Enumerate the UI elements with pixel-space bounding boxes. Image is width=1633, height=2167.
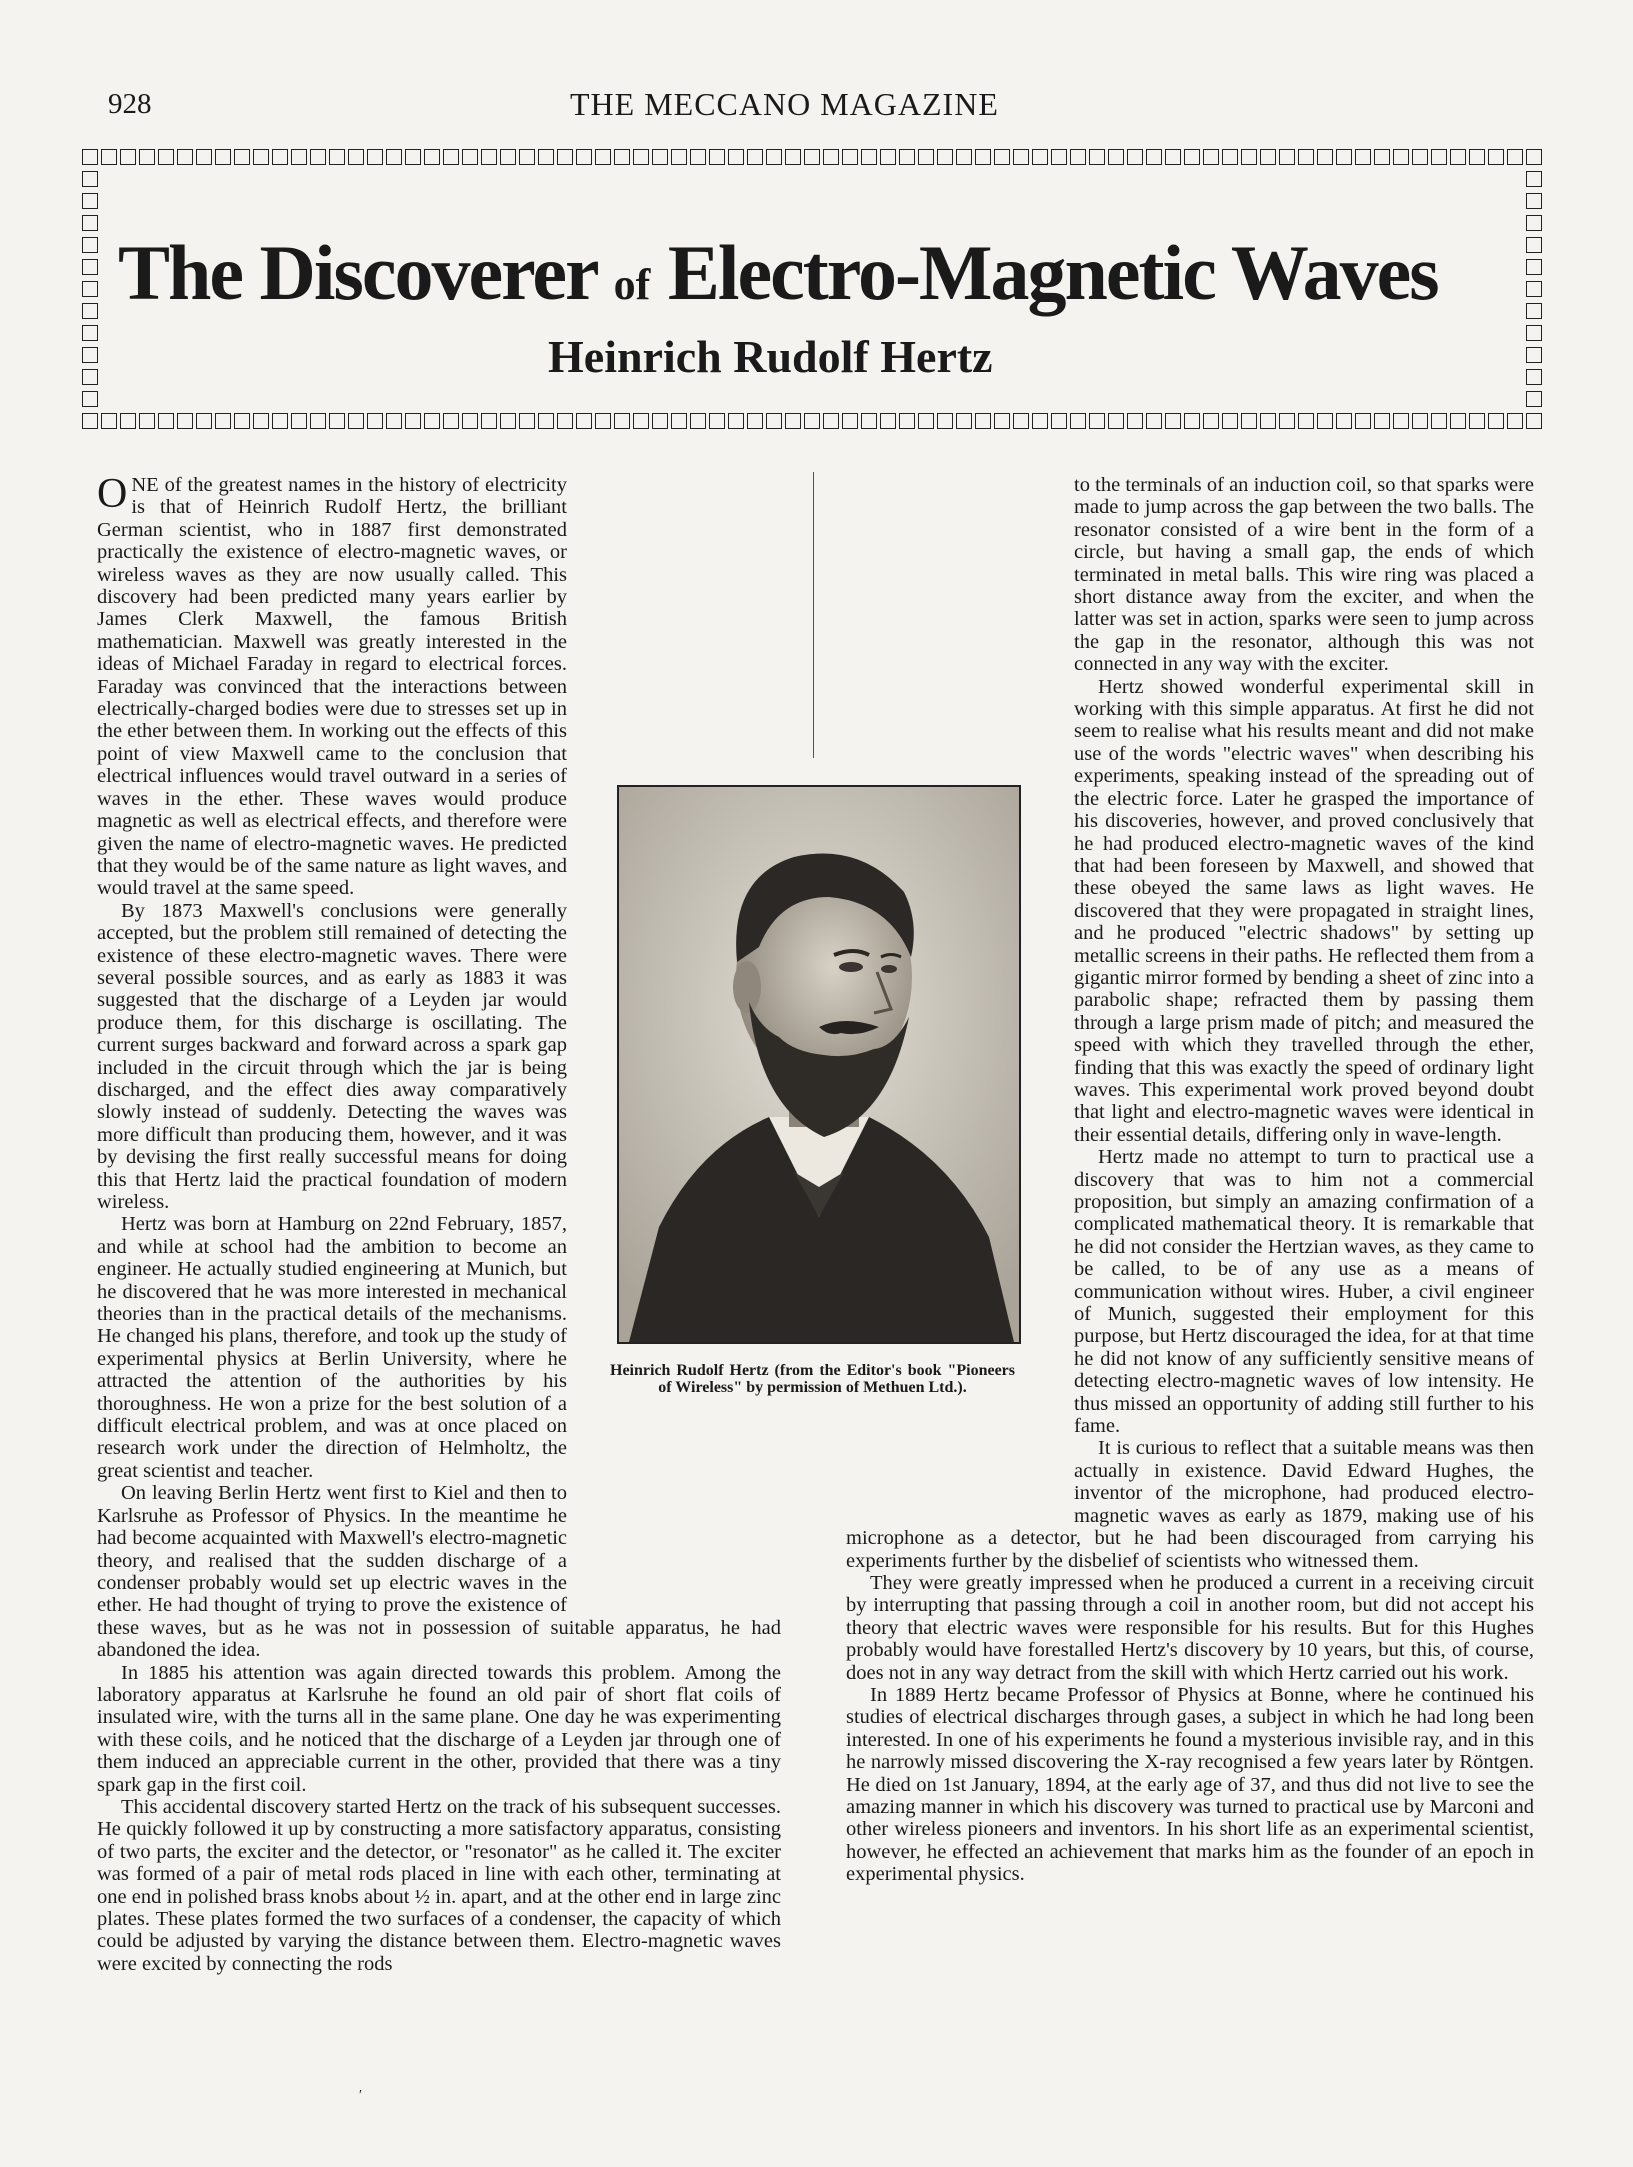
border-square: [1507, 149, 1523, 165]
border-square: [1165, 413, 1181, 429]
border-square: [272, 413, 288, 429]
border-square: [804, 149, 820, 165]
border-square: [576, 413, 592, 429]
border-square: [1013, 413, 1029, 429]
border-square: [538, 413, 554, 429]
border-square: [500, 149, 516, 165]
border-square: [1526, 237, 1542, 253]
border-square: [1393, 413, 1409, 429]
print-mark: ′: [359, 2088, 363, 2103]
border-square: [842, 149, 858, 165]
border-square: [177, 413, 193, 429]
border-square: [519, 149, 535, 165]
border-square: [709, 413, 725, 429]
border-square: [481, 149, 497, 165]
paragraph: In 1889 Hertz became Professor of Physics at Bonne, where he continued his studies of electrical discharges through gases, a subject in which he had long been interested. In one of his experiments he found a mysterious invisible ray, and in this he narrowly missed discovering the X-ray recognised a few years later by Röntgen. He died on 1st January, 1894, at the early age of 37, and thus did not live to see the amazing manner in which his discovery was turned to practical use by Marconi and other wireless pioneers and inventors. In his short life as an experimental scientist, however, he effected an achievement that marks him as the founder of an epoch in experimental physics.: [846, 1683, 1534, 1886]
border-square: [253, 413, 269, 429]
title-part-1: The Discoverer: [118, 229, 614, 316]
border-square: [861, 413, 877, 429]
border-square: [310, 149, 326, 165]
paragraph: This accidental discovery started Hertz on the track of his subsequent successes. He quickly followed it up by constructing a more satisfactory apparatus, consisting of two parts, the exciter and the detector, or "resonator" as he called it. The exciter was formed of a pair of metal rods placed in line with each other, terminating at one end in polished brass knobs about ½ in. apart, and at the other end in large zinc plates. These plates formed the two surfaces of a condenser, the capacity of which could be adjusted by varying the distance between them. Electro-magnetic waves were excited by connecting the rods: [97, 1795, 781, 1975]
border-square: [405, 413, 421, 429]
border-square: [994, 149, 1010, 165]
border-square: [1013, 149, 1029, 165]
drop-cap: O: [97, 471, 128, 517]
border-square: [1526, 281, 1542, 297]
border-square: [1108, 413, 1124, 429]
border-square: [1488, 413, 1504, 429]
border-square: [1526, 193, 1542, 209]
border-square: [1355, 149, 1371, 165]
border-square: [728, 149, 744, 165]
border-square: [424, 149, 440, 165]
border-square: [82, 193, 98, 209]
border-square: [291, 413, 307, 429]
border-square: [576, 149, 592, 165]
border-square: [1222, 149, 1238, 165]
border-square: [291, 149, 307, 165]
border-square: [1431, 149, 1447, 165]
border-square: [1526, 171, 1542, 187]
border-square: [500, 413, 516, 429]
title-border-right: [1526, 171, 1546, 411]
border-square: [1051, 413, 1067, 429]
border-square: [101, 149, 117, 165]
paragraph: It is curious to reflect that a suitable means was then actually in existence. David Edward Hughes, the inventor of the microphone, had produced electro-magnetic waves as early as 1879, making use of his microphone as a detector, but he had been discouraged from carrying his experiments further by the disbelief of scientists who witnessed them.: [846, 1437, 1534, 1572]
border-square: [690, 149, 706, 165]
border-square: [1089, 149, 1105, 165]
border-square: [538, 149, 554, 165]
border-square: [1469, 149, 1485, 165]
border-square: [1526, 215, 1542, 231]
border-square: [1507, 413, 1523, 429]
border-square: [424, 413, 440, 429]
border-square: [652, 413, 668, 429]
border-square: [1393, 149, 1409, 165]
border-square: [101, 413, 117, 429]
border-square: [652, 149, 668, 165]
border-square: [614, 149, 630, 165]
border-square: [82, 171, 98, 187]
border-square: [766, 413, 782, 429]
portrait-illustration: [619, 787, 1019, 1342]
border-square: [177, 149, 193, 165]
border-square: [519, 413, 535, 429]
border-square: [120, 413, 136, 429]
border-square: [1260, 149, 1276, 165]
paragraph: On leaving Berlin Hertz went first to Kiel and then to Karlsruhe as Professor of Physics. In the meantime he had become acquainted with Maxwell's electro-magnetic theory, and realised that the sudden discharge of a condenser probably would set up electric waves in the ether. He had thought of trying to prove the existence of these waves, but as he was not in possession of suitable apparatus, he had abandoned the idea.: [97, 1482, 781, 1662]
border-square: [1089, 413, 1105, 429]
border-square: [918, 413, 934, 429]
border-square: [272, 149, 288, 165]
border-square: [690, 413, 706, 429]
border-square: [880, 149, 896, 165]
border-square: [747, 149, 763, 165]
border-square: [82, 325, 98, 341]
paragraph: Hertz showed wonderful experimental skill in working with this simple apparatus. At first he did not seem to realise what his results meant and did not make use of the words "electric waves" when describing his experiments, speaking instead of the spreading out of the electric force. Later he grasped the importance of his discoveries, however, and proved conclusively that he had produced electro-magnetic waves of the kind that had been foreseen by Maxwell, and showed that these obeyed the same laws as light waves. He discovered that they were propagated in straight lines, and he produced "electric shadows" by setting up metallic screens in their paths. He reflected them from a gigantic mirror formed by bending a sheet of zinc into a parabolic shape; refracted them by passing them through a large prism made of pitch; and measured the speed with which they travelled through the ether, finding that this was exactly the speed of ordinary light waves. This experimental work proved beyond doubt that light and electro-magnetic waves were identical in their essential details, differing only in wave-length.: [1074, 675, 1534, 1146]
border-square: [1374, 149, 1390, 165]
border-square: [82, 413, 98, 429]
title-border-top: [82, 149, 1547, 169]
border-square: [1412, 413, 1428, 429]
border-square: [785, 413, 801, 429]
border-square: [1051, 149, 1067, 165]
border-square: [386, 413, 402, 429]
border-square: [937, 413, 953, 429]
magazine-title: THE MECCANO MAGAZINE: [570, 86, 999, 122]
border-square: [747, 413, 763, 429]
border-square: [1241, 413, 1257, 429]
border-square: [785, 149, 801, 165]
border-square: [310, 413, 326, 429]
border-square: [1070, 413, 1086, 429]
border-square: [1070, 149, 1086, 165]
border-square: [234, 413, 250, 429]
article-title: [118, 228, 1518, 318]
border-square: [1469, 413, 1485, 429]
border-square: [1279, 149, 1295, 165]
border-square: [1279, 413, 1295, 429]
portrait-photo: [617, 785, 1021, 1344]
border-square: [139, 149, 155, 165]
border-square: [329, 413, 345, 429]
border-square: [1336, 149, 1352, 165]
article-subtitle: Heinrich Rudolf Hertz: [548, 331, 993, 382]
border-square: [1526, 369, 1542, 385]
border-square: [842, 413, 858, 429]
paragraph: Hertz made no attempt to turn to practical use a discovery that was to him not a commercial proposition, but simply an amazing confirmation of a complicated mathematical theory. It is remarkable that he did not consider the Hertzian waves, as they came to be called, to be of any use as a means of communication without wires. Huber, a civil engineer of Munich, suggested their employment for this purpose, but Hertz discouraged the idea, for at that time he did not know of any sufficiently sensitive means of detecting electro-magnetic waves of low intensity. He thus missed an opportunity of adding still further to his fame.: [1074, 1146, 1534, 1438]
border-square: [823, 413, 839, 429]
border-square: [918, 149, 934, 165]
border-square: [595, 149, 611, 165]
border-square: [82, 259, 98, 275]
border-square: [1146, 149, 1162, 165]
border-square: [1355, 413, 1371, 429]
border-square: [899, 149, 915, 165]
border-square: [1146, 413, 1162, 429]
border-square: [1526, 303, 1542, 319]
border-square: [443, 149, 459, 165]
title-border-left: [82, 171, 102, 411]
border-square: [82, 369, 98, 385]
border-square: [1450, 413, 1466, 429]
border-square: [975, 413, 991, 429]
border-square: [595, 413, 611, 429]
border-square: [1336, 413, 1352, 429]
paragraph: to the terminals of an induction coil, so that sparks were made to jump across the gap between the two balls. The resonator consisted of a wire bent in the form of a circle, but having a small gap, the ends of which terminated in metal balls. This wire ring was placed a short distance away from the exciter, and when the latter was set in action, sparks were seen to jump across the gap in the resonator, although this was not connected in any way with the exciter.: [1074, 474, 1534, 676]
border-square: [367, 149, 383, 165]
border-square: [1526, 391, 1542, 407]
border-square: [1241, 149, 1257, 165]
border-square: [1032, 413, 1048, 429]
border-square: [633, 413, 649, 429]
border-square: [1222, 413, 1238, 429]
column-rule: [813, 472, 814, 758]
border-square: [1526, 325, 1542, 341]
border-square: [253, 149, 269, 165]
border-square: [348, 413, 364, 429]
border-square: [1317, 149, 1333, 165]
border-square: [462, 413, 478, 429]
border-square: [861, 149, 877, 165]
border-square: [671, 413, 687, 429]
border-square: [82, 149, 98, 165]
border-square: [367, 413, 383, 429]
border-square: [1526, 347, 1542, 363]
border-square: [899, 413, 915, 429]
border-square: [1412, 149, 1428, 165]
border-square: [557, 149, 573, 165]
border-square: [994, 413, 1010, 429]
border-square: [348, 149, 364, 165]
paragraph: In 1885 his attention was again directed towards this problem. Among the laboratory apparatus at Karlsruhe he found an old pair of short flat coils of insulated wire, with the turns all in the same plane. One day he was experimenting with these coils, and he noticed that the discharge of a Leyden jar through one of them induced an appreciable current in the other, provided that there was a tiny spark gap in the first coil.: [97, 1661, 781, 1796]
border-square: [405, 149, 421, 165]
border-square: [215, 413, 231, 429]
border-square: [1203, 149, 1219, 165]
border-square: [386, 149, 402, 165]
border-square: [215, 149, 231, 165]
border-square: [1526, 149, 1542, 165]
border-square: [1431, 413, 1447, 429]
border-square: [329, 149, 345, 165]
border-square: [671, 149, 687, 165]
border-square: [1184, 149, 1200, 165]
border-square: [804, 413, 820, 429]
border-square: [614, 413, 630, 429]
border-square: [82, 215, 98, 231]
border-square: [481, 413, 497, 429]
border-square: [728, 413, 744, 429]
paragraph: Hertz was born at Hamburg on 22nd February, 1857, and while at school had the ambition to become an engineer. He actually studied engineering at Munich, but he discovered that he was more interested in mechanical theories than in the practical details of the mechanisms. He changed his plans, therefore, and took up the study of experimental physics at Berlin University, where he attracted the attention of the authorities by his thoroughness. He won a prize for the best solution of a difficult electrical problem, and was at once placed on research work under the direction of Helmholtz, the great scientist and teacher.: [97, 1213, 567, 1482]
page-number: 928: [108, 88, 152, 120]
border-square: [1032, 149, 1048, 165]
border-square: [1526, 413, 1542, 429]
figure-caption: Heinrich Rudolf Hertz (from the Editor's book "Pioneers of Wireless" by permission of Methuen Ltd.).: [610, 1362, 1015, 1396]
border-square: [82, 281, 98, 297]
title-of: of: [613, 260, 651, 309]
border-square: [1127, 413, 1143, 429]
title-border-bottom: [82, 413, 1547, 433]
border-square: [1450, 149, 1466, 165]
title-part-2: Electro-Magnetic Waves: [650, 229, 1438, 316]
border-square: [1108, 149, 1124, 165]
border-square: [1165, 149, 1181, 165]
border-square: [1374, 413, 1390, 429]
border-square: [120, 149, 136, 165]
border-square: [82, 303, 98, 319]
paragraph: By 1873 Maxwell's conclusions were generally accepted, but the problem still remained of detecting the existence of these electro-magnetic waves. There were several possible sources, and as early as 1883 it was suggested that the discharge of a Leyden jar would produce them, for this discharge is oscillating. The current surges backward and forward across a spark gap included in the circuit through which the jar is being discharged, and the effect dies away comparatively slowly instead of suddenly. Detecting the waves was more difficult than producing them, however, and it was by devising the first really successful means for doing this that Hertz laid the practical foundation of modern wireless.: [97, 899, 567, 1213]
border-square: [1298, 149, 1314, 165]
border-square: [196, 413, 212, 429]
border-square: [557, 413, 573, 429]
border-square: [956, 413, 972, 429]
border-square: [1260, 413, 1276, 429]
border-square: [1526, 259, 1542, 275]
border-square: [234, 149, 250, 165]
border-square: [766, 149, 782, 165]
border-square: [1203, 413, 1219, 429]
border-square: [1317, 413, 1333, 429]
border-square: [462, 149, 478, 165]
border-square: [158, 413, 174, 429]
border-square: [1184, 413, 1200, 429]
border-square: [975, 149, 991, 165]
border-square: [1298, 413, 1314, 429]
border-square: [158, 149, 174, 165]
border-square: [1127, 149, 1143, 165]
border-square: [443, 413, 459, 429]
border-square: [633, 149, 649, 165]
border-square: [139, 413, 155, 429]
border-square: [937, 149, 953, 165]
border-square: [956, 149, 972, 165]
border-square: [709, 149, 725, 165]
border-square: [82, 391, 98, 407]
paragraph: They were greatly impressed when he produced a current in a receiving circuit by interrupting that passing through a coil in another room, but did not accept his theory that electric waves were responsible for his results. But for this Hughes probably would have forestalled Hertz's discovery by 10 years, but this, of course, does not in any way detract from the skill with which Hertz carried out his work.: [846, 1571, 1534, 1684]
border-square: [196, 149, 212, 165]
border-square: [82, 237, 98, 253]
border-square: [880, 413, 896, 429]
border-square: [823, 149, 839, 165]
border-square: [1488, 149, 1504, 165]
border-square: [82, 347, 98, 363]
paragraph-text: NE of the greatest names in the history of electricity is that of Heinrich Rudolf Hertz, the brilliant German scientist, who in 1887 first demonstrated practically the existence of electro-magnetic waves, or wireless waves as they are now usually called. This discovery had been predicted many years earlier by James Clerk Maxwell, the famous British mathematician. Maxwell was greatly interested in the ideas of Michael Faraday in regard to electrical forces. Faraday was convinced that the interactions between electrically-charged bodies were due to stresses set up in the ether between them. In working out the effects of this point of view Maxwell came to the conclusion that electrical influences would travel outward in a series of waves in the ether. These waves would produce magnetic as well as electrical effects, and therefore were given the name of electro-magnetic waves. He predicted that they would be of the same nature as light waves, and would travel at the same speed.: [97, 474, 567, 900]
